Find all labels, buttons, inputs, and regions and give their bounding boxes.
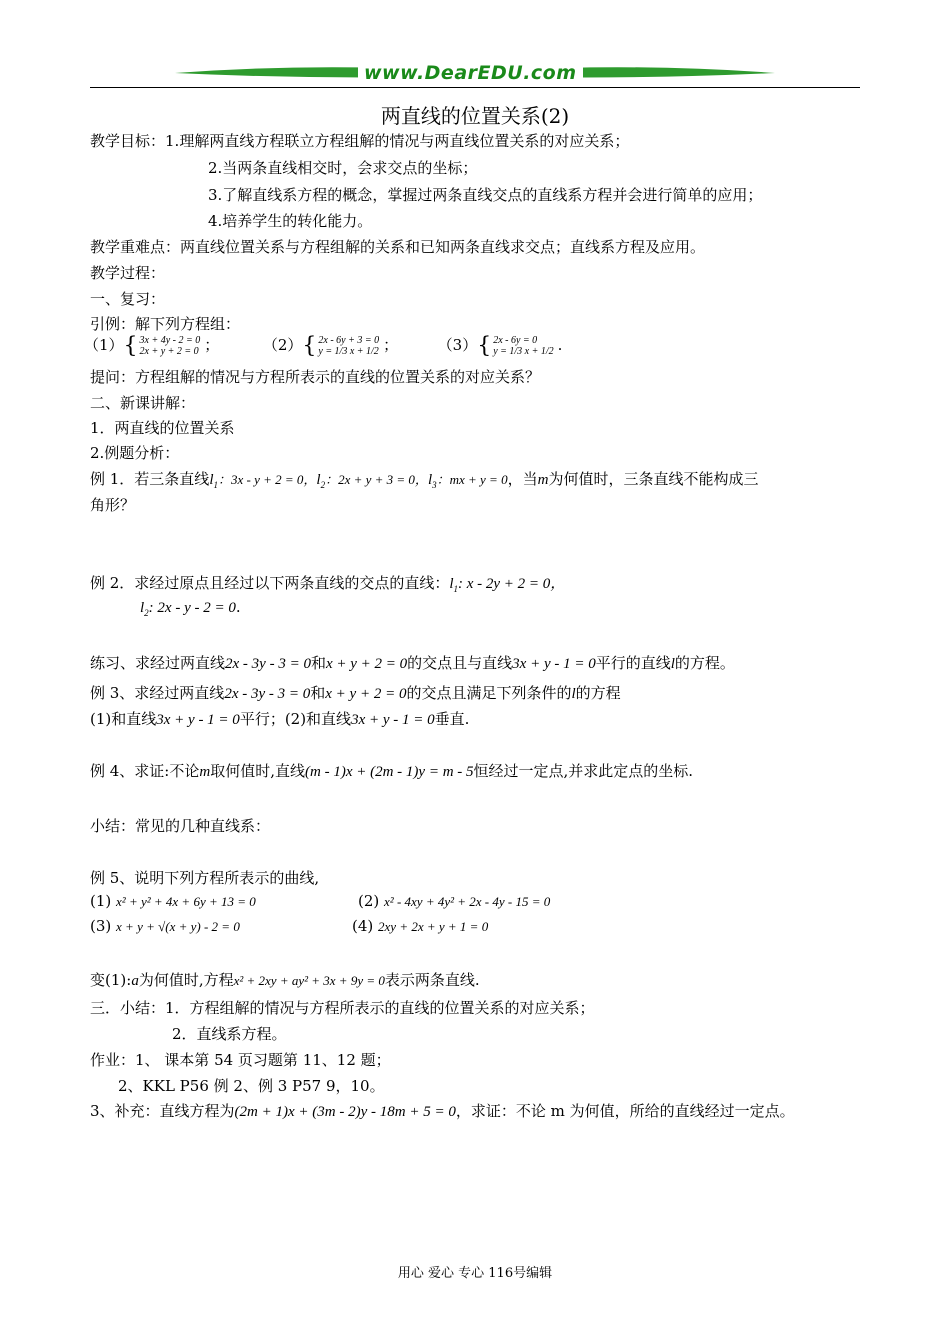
example-3-line-2: (1)和直线3x + y - 1 = 0平行；(2)和直线3x + y - 1 = 0垂直. bbox=[90, 710, 470, 728]
header-rule bbox=[90, 87, 860, 88]
system-2: （2）{ 2x - 6y + 3 = 0 y = 1/3 x + 1/2 ； bbox=[262, 333, 399, 358]
example-2-line-2: $l_2$: 2x - y - 2 = 0. bbox=[140, 598, 241, 618]
new-heading: 二、新课讲解： bbox=[90, 394, 196, 412]
system-3: （3）{ 2x - 6y = 0 y = 1/3 x + 1/2 . bbox=[437, 333, 563, 358]
example-1-line-1: 例 1．若三条直线$l_1$：3x - y + 2 = 0，$l_2$：2x + y + 3 = 0，$l_3$：mx + y = 0，当m为何值时，三条直线不能构成三 bbox=[90, 470, 759, 490]
section-1: 1．两直线的位置关系 bbox=[90, 419, 235, 437]
page-title: 两直线的位置关系(2) bbox=[380, 104, 570, 128]
goal-item: 3.了解直线系方程的概念，掌握过两条直线交点的直线系方程并会进行简单的应用； bbox=[208, 186, 763, 204]
example-5-item-1: (1) x² + y² + 4x + 6y + 13 = 0 bbox=[90, 892, 256, 910]
intro-example: 引例：解下列方程组： bbox=[90, 315, 241, 333]
process-label: 教学过程： bbox=[90, 264, 166, 282]
summary-small: 小结：常见的几种直线系： bbox=[90, 817, 271, 835]
equation-systems bbox=[84, 333, 562, 358]
system-1: （1）{ 3x + 4y - 2 = 0 2x + y + 2 = 0 ； bbox=[84, 333, 220, 358]
review-heading: 一、复习： bbox=[90, 290, 166, 308]
example-4: 例 4、求证:不论m取何值时,直线(m - 1)x + (2m - 1)y = m - 5恒经过一定点,并求此定点的坐标. bbox=[90, 762, 694, 780]
homework-line-3: 3、补充：直线方程为(2m + 1)x + (3m - 2)y - 18m + 5 = 0，求证：不论 m 为何值，所给的直线经过一定点。 bbox=[90, 1102, 795, 1120]
example-5-item-3: (3) x + y + √(x + y) - 2 = 0 bbox=[90, 917, 240, 935]
summary-line-1: 三．小结：1．方程组解的情况与方程所表示的直线的位置关系的对应关系； bbox=[90, 999, 595, 1017]
homework-line-1: 作业：1、 课本第 54 页习题第 11、12 题； bbox=[90, 1051, 391, 1069]
goal-item: 2.当两条直线相交时，会求交点的坐标； bbox=[208, 159, 478, 177]
example-5-intro: 例 5、说明下列方程所表示的曲线, bbox=[90, 869, 320, 887]
goal-item: 4.培养学生的转化能力。 bbox=[208, 212, 373, 230]
example-1-line-2: 角形？ bbox=[90, 496, 136, 514]
summary-line-2: 2．直线系方程。 bbox=[172, 1025, 287, 1043]
key-points: 教学重难点：两直线位置关系与方程组解的关系和已知两条直线求交点；直线系方程及应用。 bbox=[90, 238, 706, 256]
page-footer: 用心 爱心 专心 116号编辑 bbox=[397, 1266, 553, 1281]
page-header bbox=[90, 60, 860, 90]
question: 提问：方程组解的情况与方程所表示的直线的位置关系的对应关系？ bbox=[90, 368, 541, 386]
practice: 练习、求经过两直线2x - 3y - 3 = 0和x + y + 2 = 0的交点且与直线3x + y - 1 = 0平行的直线l的方程。 bbox=[90, 654, 735, 672]
variant-1: 变(1):a为何值时,方程x² + 2xy + ay² + 3x + 9y = 0表示两条直线. bbox=[90, 971, 480, 989]
section-2: 2.例题分析： bbox=[90, 444, 180, 462]
example-3-line-1: 例 3、求经过两直线2x - 3y - 3 = 0和x + y + 2 = 0的交点且满足下列条件的l的方程 bbox=[90, 684, 621, 702]
example-2-line-1: 例 2．求经过原点且经过以下两条直线的交点的直线：$l_1$: x - 2y + 2 = 0， bbox=[90, 574, 566, 594]
example-5-item-2: (2) x² - 4xy + 4y² + 2x - 4y - 15 = 0 bbox=[358, 892, 551, 910]
homework-line-2: 2、KKL P56 例 2、例 3 P57 9，10。 bbox=[118, 1077, 385, 1095]
goals-label: 教学目标： bbox=[90, 132, 166, 150]
goal-item: 1.理解两直线方程联立方程组解的情况与两直线位置关系的对应关系； bbox=[165, 132, 630, 150]
example-5-item-4: (4) 2xy + 2x + y + 1 = 0 bbox=[352, 917, 489, 935]
site-logo[interactable]: www.DearEDU.com bbox=[358, 62, 583, 84]
goals-line-1 bbox=[90, 130, 629, 151]
